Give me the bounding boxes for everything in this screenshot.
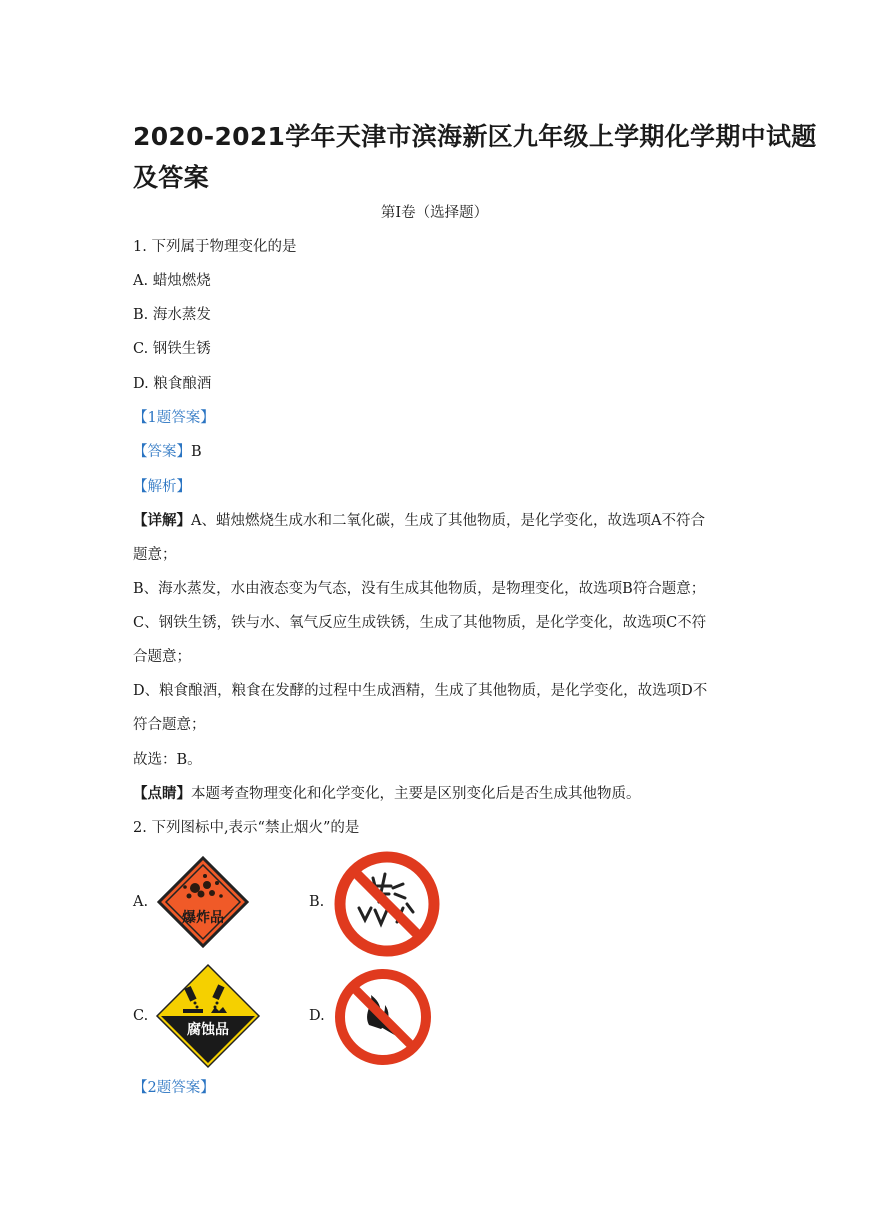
question-2-option-a-label: A. — [133, 894, 149, 910]
question-1-detail-line-3: B、海水蒸发，水由液态变为气态，没有生成其他物质，是物理变化，故选项B符合题意； — [133, 581, 706, 597]
question-2-option-c-label: C. — [133, 1008, 149, 1024]
question-1-option-c: C. 钢铁生锈 — [133, 341, 211, 357]
question-1-detail-line-4: C、钢铁生锈，铁与水、氧气反应生成铁锈，生成了其他物质，是化学变化，故选项C不符 — [133, 615, 707, 631]
question-1-option-d: D. 粮食酿酒 — [133, 376, 212, 392]
question-1-detail-line-7: 符合题意； — [133, 717, 206, 733]
question-1-option-b: B. 海水蒸发 — [133, 307, 211, 323]
detail-text: A、蜡烛燃烧生成水和二氧化碳，生成了其他物质，是化学变化，故选项A不符合 — [191, 513, 705, 529]
question-2-stem: 2. 下列图标中,表示“禁止烟火”的是 — [133, 820, 360, 836]
no-fire-sign-icon — [333, 850, 441, 958]
answer-value: B — [191, 444, 202, 460]
detail-tag: 【详解】 — [133, 512, 191, 529]
question-2-option-d-label: D. — [309, 1008, 325, 1024]
corrosive-sign-icon — [155, 963, 261, 1069]
question-1-detail-line-8: 故选：B。 — [133, 752, 202, 768]
corrosive-sign-text: 腐蚀品 — [187, 1022, 229, 1038]
question-1-detail-line-2: 题意； — [133, 547, 177, 563]
comment-text: 本题考查物理变化和化学变化，主要是区别变化后是否生成其他物质。 — [191, 786, 641, 802]
question-2-option-b-label: B. — [309, 894, 325, 910]
question-1-answer — [133, 442, 202, 462]
question-1-option-a: A. 蜡烛燃烧 — [133, 273, 211, 289]
question-1-comment — [133, 784, 641, 804]
section-heading: 第Ⅰ卷（选择题） — [380, 205, 489, 221]
comment-tag: 【点睛】 — [133, 785, 191, 802]
question-1-detail-line-5: 合题意； — [133, 649, 191, 665]
question-1-stem: 1. 下列属于物理变化的是 — [133, 239, 297, 255]
document-title-line2: 及答案 — [133, 163, 209, 192]
document-title-line1: 2020-2021学年天津市滨海新区九年级上学期化学期中试题 — [133, 122, 817, 151]
question-1-detail-line-1 — [133, 511, 705, 531]
explosive-sign-icon — [157, 856, 249, 948]
explosive-sign-text: 爆炸品 — [182, 910, 224, 926]
question-1-detail-line-6: D、粮食酿酒，粮食在发酵的过程中生成酒精，生成了其他物质，是化学变化，故选项D不 — [133, 683, 708, 699]
question-1-analysis-tag: 【解析】 — [133, 479, 191, 495]
no-smoking-sign-icon — [333, 967, 433, 1067]
question-1-answer-header: 【1题答案】 — [133, 410, 215, 426]
question-2-answer-header: 【2题答案】 — [133, 1080, 215, 1096]
answer-tag: 【答案】 — [133, 444, 191, 460]
